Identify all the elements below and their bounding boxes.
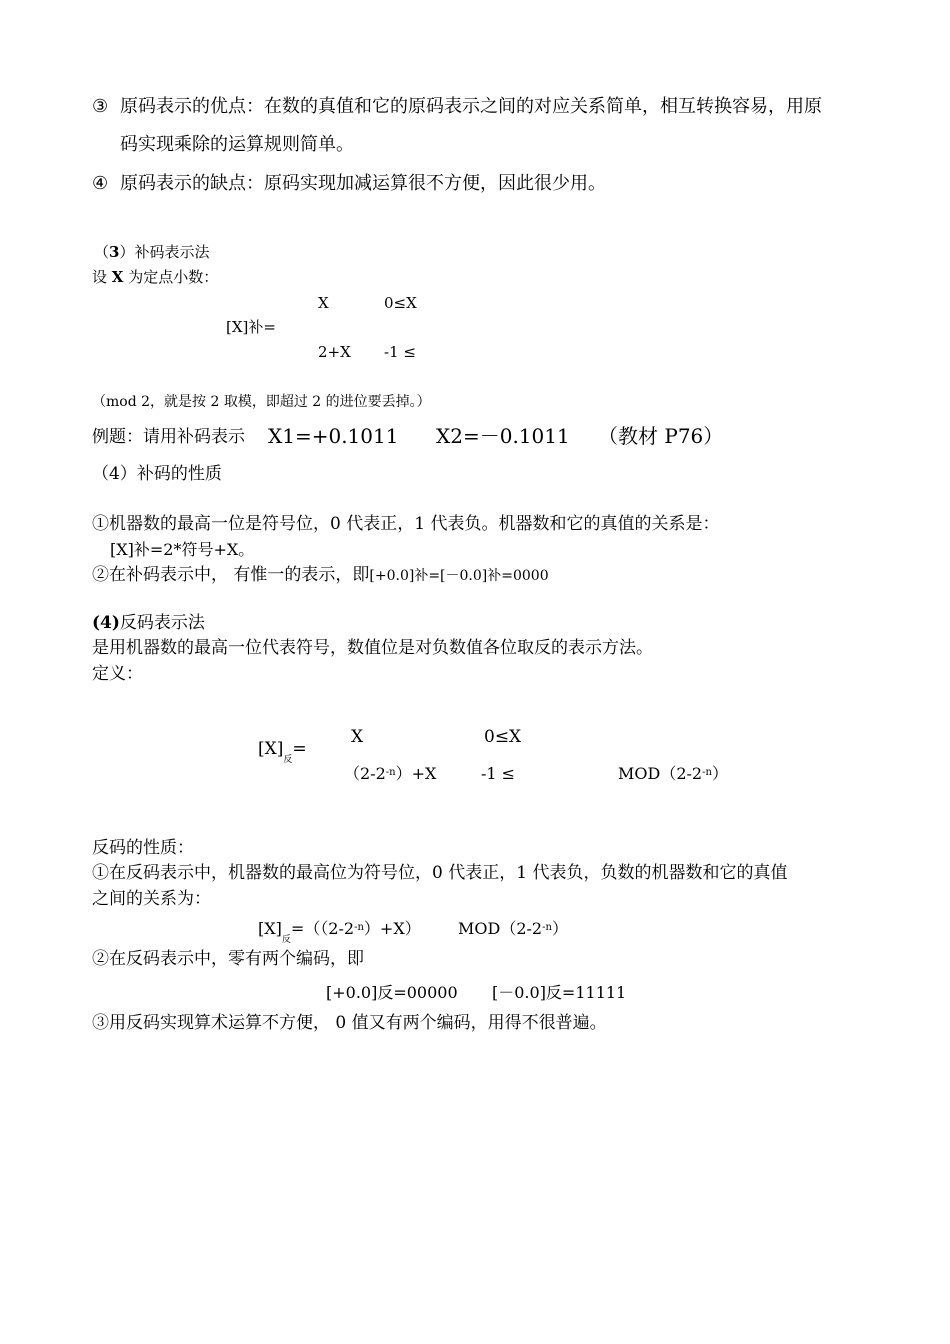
advantages-number: ③	[92, 96, 109, 117]
ones-case2-expr-b: ）+X	[395, 764, 437, 783]
advantages-line-2: 码实现乘除的运算规则简单。	[120, 134, 354, 155]
ones-lhs-main: [X]	[258, 739, 284, 759]
ones-formula-b: ）+X）	[363, 919, 421, 938]
ones-zero-positive: [+0.0]反=00000	[326, 983, 458, 1002]
ones-definition-lhs	[258, 739, 307, 765]
ones-lhs-subscript: 反	[283, 755, 293, 765]
ones-property-2: ②在反码表示中，零有两个编码，即	[92, 949, 364, 969]
example-x2: X2=－0.1011	[436, 424, 570, 448]
ones-property-3: ③用反码实现算术运算不方便， 0 值又有两个编码，用得不很普遍。	[92, 1013, 607, 1033]
disadvantages-number: ④	[92, 173, 109, 194]
complement-property-1: ①机器数的最高一位是符号位，0 代表正，1 代表负。机器数和它的真值的关系是：	[92, 514, 720, 534]
advantages-item	[92, 98, 108, 116]
complement-heading-number: 3	[109, 243, 120, 261]
complement-property-1-formula: [X]补=2*符号+X。	[110, 540, 255, 559]
ones-formula-mod-b: ）	[551, 919, 568, 938]
example-x1: X1=+0.1011	[268, 424, 399, 448]
ones-formula-sup: -n	[354, 922, 364, 933]
ones-case1-condition: 0≤X	[484, 727, 522, 747]
complement-heading-open: （	[94, 243, 110, 261]
mod-note: （mod 2，就是按 2 取模，即超过 2 的进位要丢掉。）	[92, 394, 431, 410]
complement-case1-condition: 0≤X	[384, 294, 417, 312]
ones-properties-heading: 反码的性质：	[92, 838, 194, 858]
ones-case2-mod	[618, 766, 728, 782]
complement-intro-prefix: 设	[92, 268, 112, 286]
complement-definition-lhs: [X]补=	[226, 318, 276, 336]
complement-case2-condition: -1 ≤	[384, 343, 416, 361]
ones-property-1-line-1: ①在反码表示中，机器数的最高位为符号位，0 代表正，1 代表负，负数的机器数和它的真值	[92, 863, 788, 883]
ones-formula-a: =（（2-2	[290, 919, 355, 938]
ones-case2-expr-a: （2-2	[344, 764, 386, 783]
example-reference: （教材 P76）	[598, 424, 724, 448]
ones-property-1-line-2: 之间的关系为：	[92, 889, 211, 909]
ones-formula-mod-sup: -n	[542, 922, 552, 933]
disadvantages-line-1: 原码表示的缺点：原码实现加减运算很不方便，因此很少用。	[120, 173, 606, 194]
advantages-line-1: 原码表示的优点：在数的真值和它的原码表示之间的对应关系简单，相互转换容易，用原	[120, 96, 822, 117]
ones-heading-number: (4)	[92, 613, 120, 633]
ones-property-1-formula	[258, 919, 421, 945]
complement-property-2-text: ②在补码表示中， 有惟一的表示，即	[92, 565, 370, 585]
complement-properties-heading: （4）补码的性质	[92, 464, 222, 484]
ones-case2-expr-sup: -n	[385, 767, 396, 778]
ones-case1-expr: X	[351, 727, 364, 747]
complement-intro-suffix: 为定点小数：	[123, 268, 219, 286]
ones-formula-main: [X]	[258, 919, 282, 938]
complement-case2-expr: 2+X	[318, 343, 351, 361]
ones-case2-expr	[344, 766, 436, 782]
complement-heading	[94, 245, 209, 260]
ones-case2-mod-a: MOD（2-2	[618, 764, 703, 783]
ones-lhs-equals: =	[292, 739, 307, 759]
ones-definition-label: 定义：	[92, 664, 143, 684]
ones-case2-mod-sup: -n	[702, 767, 712, 778]
ones-formula-mod-a: MOD（2-2	[458, 919, 543, 938]
complement-heading-text: ）补码表示法	[119, 243, 210, 261]
ones-zero-negative: [－0.0]反=11111	[492, 983, 627, 1002]
ones-property-1-mod	[458, 921, 568, 937]
ones-heading	[92, 615, 205, 632]
complement-intro-variable: X	[111, 268, 124, 286]
ones-description: 是用机器数的最高一位代表符号，数值位是对负数值各位取反的表示方法。	[92, 638, 653, 658]
complement-intro	[92, 270, 218, 285]
complement-case1-expr: X	[318, 294, 329, 312]
complement-property-2	[92, 567, 549, 584]
ones-case2-condition: -1 ≤	[481, 764, 516, 783]
ones-formula-subscript: 反	[281, 935, 291, 945]
complement-property-2-formula: [+0.0]补=[－0.0]补=0000	[369, 568, 549, 584]
ones-case2-mod-b: ）	[711, 764, 728, 783]
ones-heading-text: 反码表示法	[119, 613, 205, 633]
example-label: 例题：请用补码表示	[92, 427, 245, 447]
